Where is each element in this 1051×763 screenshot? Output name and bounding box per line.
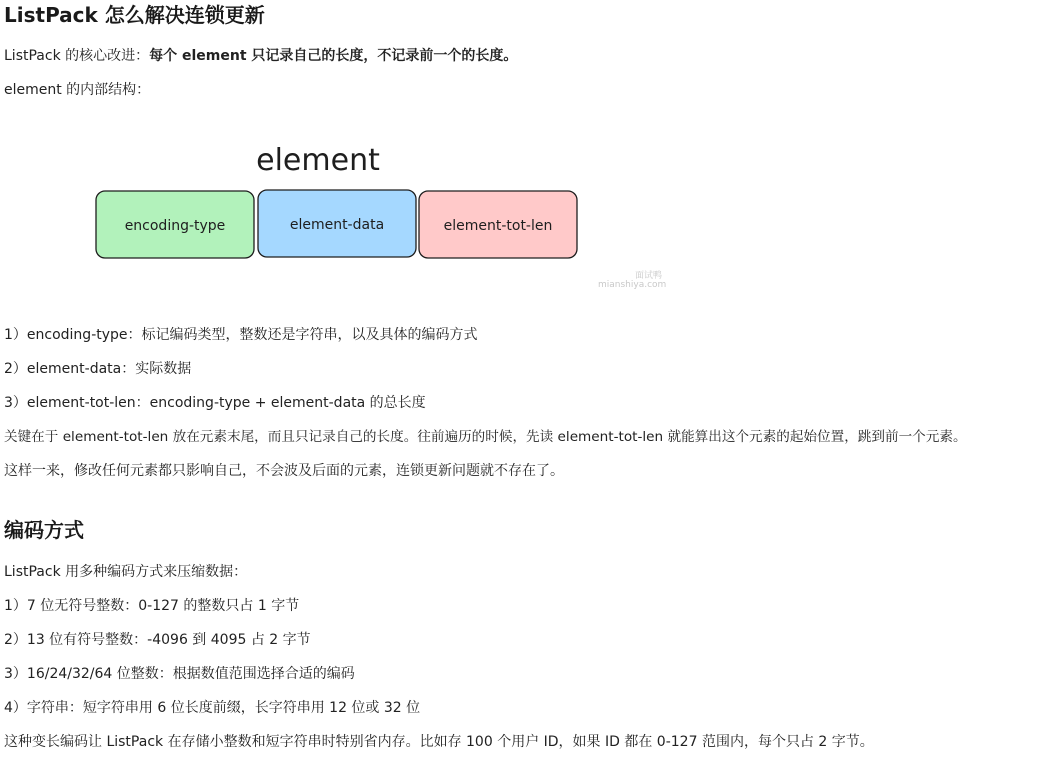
paragraph-key-point: 关键在于 element-tot-len 放在元素末尾，而且只记录自己的长度。往前遍历的时候，先读 element-tot-len 就能算出这个元素的起始位置，跳到前一个元素。 (4, 429, 967, 445)
element-data-box (258, 190, 416, 257)
encoding-intro: ListPack 用多种编码方式来压缩数据： (4, 564, 248, 580)
intro-prefix: ListPack 的核心改进： (4, 48, 150, 64)
list-item-element-tot-len: 3）element-tot-len：encoding-type + element-data 的总长度 (4, 395, 426, 411)
encoding-item-7bit: 1）7 位无符号整数：0-127 的整数只占 1 字节 (4, 598, 300, 614)
structure-label: element 的内部结构： (4, 82, 151, 98)
element-tot-len-label: element-tot-len (443, 218, 553, 234)
watermark-line2: mianshiya.com (598, 280, 667, 290)
list-item-encoding-type: 1）encoding-type：标记编码类型，整数还是字符串，以及具体的编码方式 (4, 327, 478, 343)
encoding-outro: 这种变长编码让 ListPack 在存储小整数和短字符串时特别省内存。比如存 100 个用户 ID，如果 ID 都在 0-127 范围内，每个只占 2 字节。 (4, 734, 874, 750)
element-structure-diagram (90, 138, 670, 298)
paragraph-conclusion: 这样一来，修改任何元素都只影响自己，不会波及后面的元素，连锁更新问题就不存在了。 (4, 463, 564, 479)
encoding-item-string: 4）字符串：短字符串用 6 位长度前缀，长字符串用 12 位或 32 位 (4, 700, 421, 716)
list-item-element-data: 2）element-data：实际数据 (4, 361, 192, 377)
watermark-line1: 面试鸭 (635, 271, 663, 281)
encoding-type-box (96, 191, 254, 258)
element-tot-len-box (419, 191, 577, 258)
diagram-title: element (256, 143, 380, 178)
intro-paragraph (4, 46, 517, 66)
section-title-listpack: ListPack 怎么解决连锁更新 (4, 3, 265, 27)
encoding-item-int: 3）16/24/32/64 位整数：根据数值范围选择合适的编码 (4, 666, 355, 682)
section-title-encoding: 编码方式 (4, 518, 84, 542)
encoding-item-13bit: 2）13 位有符号整数：-4096 到 4095 占 2 字节 (4, 632, 311, 648)
intro-bold: 每个 element 只记录自己的长度，不记录前一个的长度。 (149, 48, 518, 64)
element-data-label: element-data (289, 217, 385, 233)
encoding-type-label: encoding-type (124, 218, 226, 234)
